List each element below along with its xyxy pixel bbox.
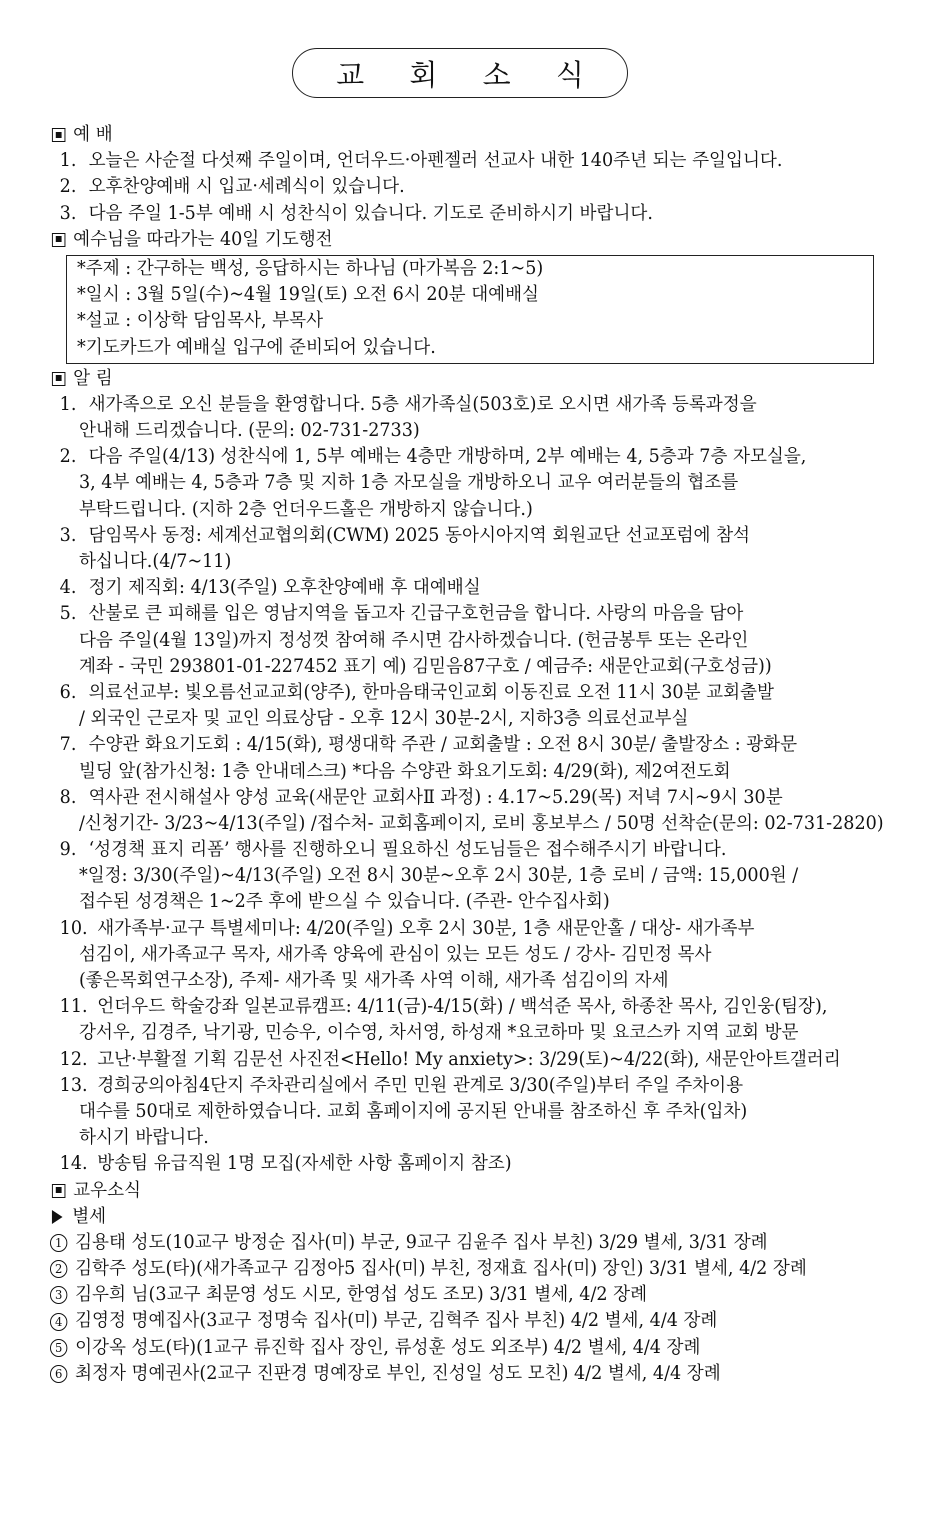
prayer-info-line: *주제 : 간구하는 백성, 응답하시는 하나님 (마가복음 2:1~5) (77, 257, 544, 279)
section-heading-text: 예 배 (73, 124, 113, 145)
item-text: 섬김이, 새가족교구 목자, 새가족 양육에 관심이 있는 모든 성도 / 강사- 김민정 목사 (78, 943, 712, 965)
item-number: 3. (59, 202, 77, 224)
item-text: 다음 주일(4/13) 성찬식에 1, 5부 예배는 4층만 개방하며, 2부 예배는 4, 5층과 7층 자모실을, (88, 446, 807, 468)
item-text: 의료선교부: 빛오름선교교회(양주), 한마음태국인교회 이동진료 오전 11시 30분 교회출발 (88, 681, 774, 703)
title-box (292, 48, 628, 98)
item-text: 접수된 성경책은 1~2주 후에 받으실 수 있습니다. (주관- 안수집사회) (78, 891, 610, 913)
item-text: 하십니다.(4/7~11) (78, 551, 232, 572)
triangle-right-icon (52, 1210, 63, 1224)
list-item-continuation (50, 863, 861, 889)
item-text: 고난·부활절 기획 김문선 사진전<Hello! My anxiety>: 3/29(토)~4/22(화), 새문안아트갤러리 (97, 1048, 841, 1070)
item-text: (좋은목회연구소장), 주제- 새가족 및 새가족 사역 이해, 새가족 섬김이의 자세 (78, 970, 669, 991)
prayer-info-line: *기도카드가 예배실 입구에 준비되어 있습니다. (77, 336, 436, 358)
square-bullet-icon (52, 233, 66, 247)
item-number: 1. (59, 393, 77, 415)
item-number: 3. (59, 524, 77, 546)
square-bullet-icon (52, 1184, 66, 1198)
list-item-continuation (50, 654, 861, 680)
section-heading-text: 예수님을 따라가는 40일 기도행전 (73, 228, 333, 250)
obituary-item (50, 1335, 861, 1361)
list-item-continuation (50, 418, 861, 444)
item-text: 다음 주일(4월 13일)까지 정성껏 참여해 주시면 감사하겠습니다. (헌금봉투 또는 온라인 (78, 629, 749, 651)
list-item-continuation (50, 497, 861, 523)
circled-number: 2 (50, 1260, 67, 1278)
item-text: 방송팀 유급직원 1명 모집(자세한 사항 홈페이지 참조) (97, 1153, 512, 1175)
obituary-text: 김학주 성도(타)(새가족교구 김정아5 집사(미) 부친, 정재효 집사(미) 장인) 3/31 별세, 4/2 장례 (75, 1258, 807, 1280)
item-number: 10. (59, 917, 88, 939)
item-number: 5. (59, 603, 77, 625)
item-text: 수양관 화요기도회 : 4/15(화), 평생대학 주관 / 교회출발 : 오전 8시 30분/ 출발장소 : 광화문 (88, 734, 798, 756)
item-text: 빌딩 앞(참가신청: 1층 안내데스크) *다음 수양관 화요기도회: 4/29(화), 제2여전도회 (78, 760, 731, 782)
item-text: 오늘은 사순절 다섯째 주일이며, 언더우드·아펜젤러 선교사 내한 140주년 되는 주일입니다. (88, 150, 783, 172)
item-text: 정기 제직회: 4/13(주일) 오후찬양예배 후 대예배실 (88, 577, 481, 599)
item-text: 3, 4부 예배는 4, 5층과 7층 및 지하 1층 자모실을 개방하오니 교우 여러분들의 협조를 (78, 472, 739, 494)
church-news-content (50, 122, 890, 1387)
list-item-continuation (50, 968, 861, 994)
deceased-subheading-text: 별세 (72, 1205, 107, 1227)
section-heading-text: 알 림 (73, 367, 113, 389)
item-text: 경희궁의아침4단지 주차관리실에서 주민 민원 관계로 3/30(주일)부터 주일 주차이용 (97, 1074, 744, 1096)
list-item (50, 392, 861, 418)
item-number: 2. (59, 176, 77, 198)
list-item (50, 680, 861, 706)
item-text: 계좌 - 국민 293801-01-227452 표기 예) 김믿음87구호 / 예금주: 새문안교회(구호성금)) (78, 655, 772, 677)
circled-number: 1 (50, 1234, 67, 1252)
list-item-continuation (50, 1099, 861, 1125)
item-text: 오후찬양예배 시 입교·세례식이 있습니다. (88, 176, 405, 198)
section-heading-prayer (50, 227, 861, 253)
list-item-continuation (50, 549, 861, 575)
obituary-text: 김우희 님(3교구 최문영 성도 시모, 한영섭 성도 조모) 3/31 별세, 4/2 장례 (75, 1284, 648, 1306)
item-text: 언더우드 학술강좌 일본교류캠프: 4/11(금)-4/15(화) / 백석준 목사, 하종찬 목사, 김인웅(팀장), (97, 996, 828, 1018)
prayer-info-box (66, 255, 874, 364)
list-item-continuation (50, 706, 861, 732)
list-item (50, 1073, 861, 1099)
obituary-item (50, 1256, 861, 1282)
item-text: *일정: 3/30(주일)~4/13(주일) 오전 8시 30분~오후 2시 30분, 1층 로비 / 금액: 15,000원 / (78, 865, 799, 887)
item-text: 하시기 바랍니다. (78, 1127, 209, 1149)
circled-number: 6 (50, 1365, 67, 1383)
item-number: 8. (59, 786, 77, 808)
list-item (50, 148, 861, 174)
item-number: 9. (59, 839, 77, 861)
square-bullet-icon (52, 372, 66, 386)
list-item (50, 1151, 861, 1177)
item-text: /신청기간- 3/23~4/13(주일) /접수처- 교회홈페이지, 로비 홍보부스 / 50명 선착순(문의: 02-731-2820) (78, 812, 884, 834)
square-bullet-icon (52, 128, 66, 142)
list-item-continuation (50, 1125, 861, 1151)
section-heading-members (50, 1178, 861, 1204)
item-text: 강서우, 김경주, 낙기광, 민승우, 이수영, 차서영, 하성재 *요코하마 및 요코스카 지역 교회 방문 (78, 1022, 799, 1044)
item-number: 7. (59, 734, 77, 756)
list-item (50, 174, 861, 200)
list-item (50, 916, 861, 942)
list-item (50, 444, 861, 470)
circled-number: 4 (50, 1313, 67, 1331)
obituary-item (50, 1230, 861, 1256)
item-text: / 외국인 근로자 및 교인 의료상담 - 오후 12시 30분-2시, 지하3층 의료선교부실 (78, 708, 689, 730)
obituary-text: 최정자 명예권사(2교구 진판경 명예장로 부인, 진성일 성도 모친) 4/2 별세, 4/4 장례 (75, 1362, 721, 1384)
item-text: 부탁드립니다. (지하 2층 언더우드홀은 개방하지 않습니다.) (78, 498, 533, 520)
item-number: 1. (59, 150, 77, 172)
obituary-item (50, 1361, 861, 1387)
obituary-text: 이강옥 성도(타)(1교구 류진학 집사 장인, 류성훈 성도 외조부) 4/2 별세, 4/4 장례 (75, 1336, 701, 1358)
circled-number: 3 (50, 1286, 67, 1304)
deceased-subheading (50, 1204, 861, 1230)
list-item-continuation (50, 628, 861, 654)
list-item (50, 837, 861, 863)
list-item (50, 785, 861, 811)
item-number: 6. (59, 681, 77, 703)
list-item-continuation (50, 759, 861, 785)
list-item (50, 601, 861, 627)
item-text: 다음 주일 1-5부 예배 시 성찬식이 있습니다. 기도로 준비하시기 바랍니다. (88, 202, 653, 224)
list-item (50, 523, 861, 549)
item-text: 대수를 50대로 제한하였습니다. 교회 홈페이지에 공지된 안내를 참조하신 후 주차(입차) (78, 1100, 748, 1122)
list-item-continuation (50, 470, 861, 496)
list-item (50, 1047, 861, 1073)
list-item-continuation (50, 889, 861, 915)
item-text: 산불로 큰 피해를 입은 영남지역을 돕고자 긴급구호헌금을 합니다. 사랑의 마음을 담아 (88, 603, 744, 625)
item-number: 13. (59, 1074, 88, 1096)
item-text: 안내해 드리겠습니다. (문의: 02-731-2733) (78, 420, 420, 442)
list-item (50, 994, 861, 1020)
list-item (50, 201, 861, 227)
item-number: 14. (59, 1153, 88, 1175)
list-item-continuation (50, 942, 861, 968)
item-number: 4. (59, 577, 77, 599)
item-text: 역사관 전시해설사 양성 교육(새문안 교회사Ⅱ 과정) : 4.17~5.29(목) 저녁 7시~9시 30분 (88, 786, 783, 808)
list-item-continuation (50, 811, 884, 837)
item-number: 11. (59, 996, 88, 1018)
section-heading-text: 교우소식 (73, 1179, 141, 1201)
item-text: ‘성경책 표지 리폼’ 행사를 진행하오니 필요하신 성도님들은 접수해주시기 바랍니다. (88, 839, 727, 861)
section-heading-notices (50, 366, 861, 392)
obituary-item (50, 1282, 861, 1308)
list-item-continuation (50, 1020, 861, 1046)
obituary-text: 김영정 명예집사(3교구 정명숙 집사(미) 부군, 김혁주 집사 부친) 4/2 별세, 4/4 장례 (75, 1310, 718, 1332)
prayer-info-line: *일시 : 3월 5일(수)~4월 19일(토) 오전 6시 20분 대예배실 (77, 284, 540, 306)
obituary-text: 김용태 성도(10교구 방정순 집사(미) 부군, 9교구 김윤주 집사 부친) 3/29 별세, 3/31 장례 (75, 1231, 768, 1253)
circled-number: 5 (50, 1339, 67, 1357)
item-text: 새가족부·교구 특별세미나: 4/20(주일) 오후 2시 30분, 1층 새문안홀 / 대상- 새가족부 (97, 917, 755, 939)
prayer-info-line: *설교 : 이상학 담임목사, 부목사 (77, 310, 324, 332)
list-item (50, 575, 861, 601)
list-item (50, 732, 861, 758)
item-number: 2. (59, 446, 77, 468)
item-text: 새가족으로 오신 분들을 환영합니다. 5층 새가족실(503호)로 오시면 새가족 등록과정을 (88, 393, 757, 415)
section-heading-worship (50, 122, 861, 148)
item-number: 12. (59, 1048, 88, 1070)
item-text: 담임목사 동정: 세계선교협의회(CWM) 2025 동아시아지역 회원교단 선교포럼에 참석 (88, 524, 751, 546)
page-title: 교 회 소 식 (336, 57, 602, 92)
obituary-item (50, 1308, 861, 1334)
